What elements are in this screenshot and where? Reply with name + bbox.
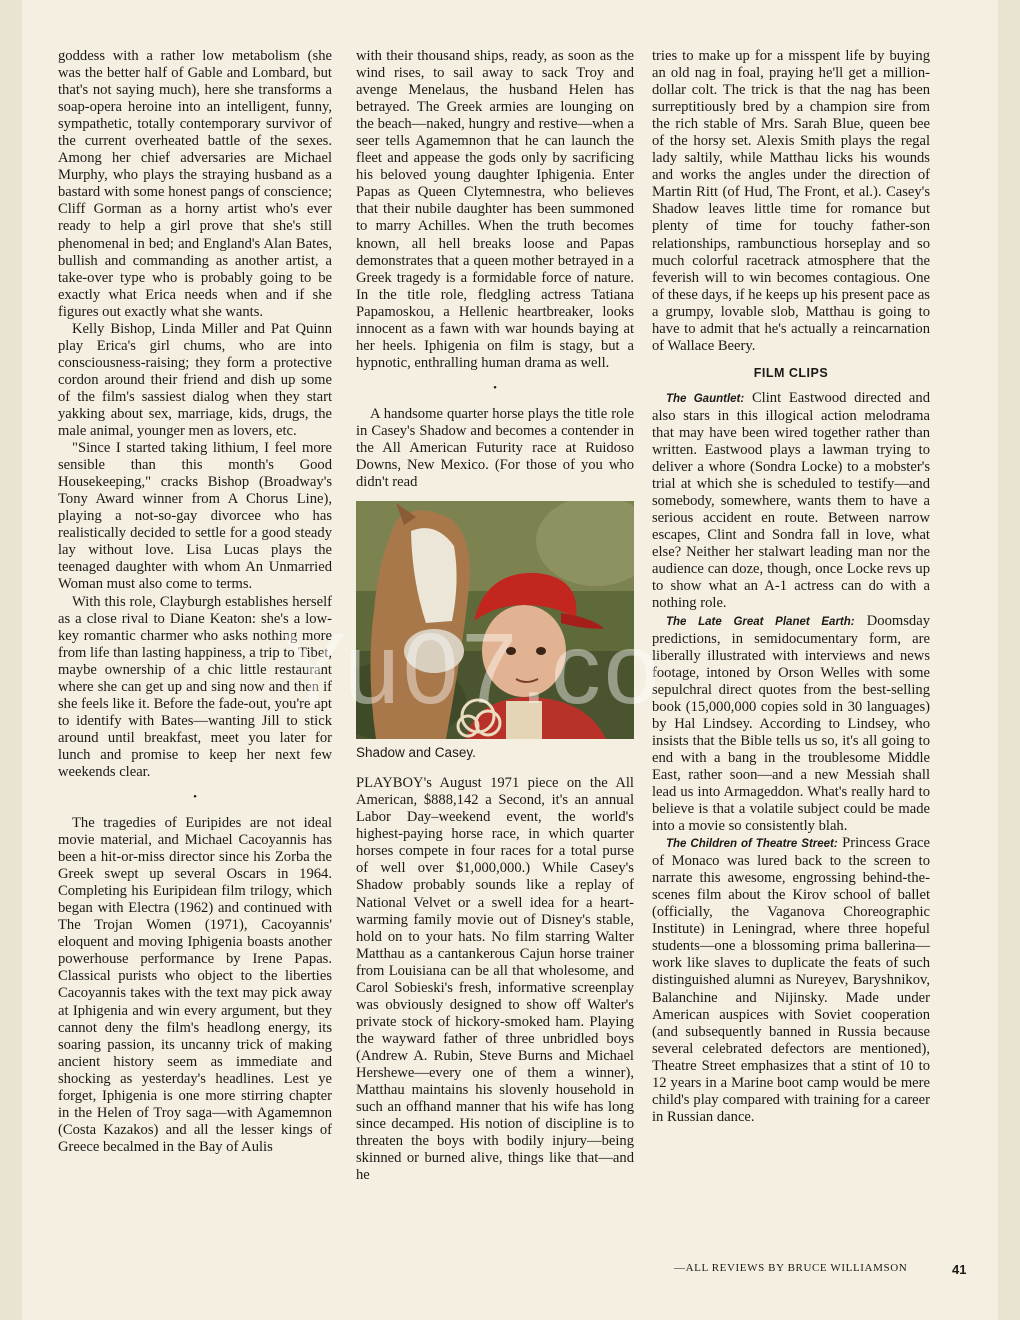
paragraph: PLAYBOY's August 1971 piece on the All American, $888,142 a Second, it's an annual Labor Day–weekend event, the world's highest-paying horse race, in which quarter horses compete in four races for a total purse of well over $1,000,000.) While Casey's Shadow probably sounds like a replay of National Velvet or a swell idea for a heart-warming family movie out of Disney's stable, hold on to your hats. No film starring Walter Matthau as a cantankerous Cajun horse trainer from Louisiana can be all that wholesome, and Carol Sobieski's fresh, informative screenplay was obviously designed to show off Walter's private stock of hickory-smoked ham. Playing the wayward father of three unbridled boys (Andrew A. Rubin, Steve Burns and Michael Hershewe—every one of them a winner), Matthau maintains his slovenly household in such an offhand manner that his wife has long since decamped. His notion of discipline is to threaten the boys with bodily injury—being skinned or burned alive, things like that—and he [356,775,634,1184]
review-credit: —ALL REVIEWS BY BRUCE WILLIAMSON [674,1262,908,1274]
film-clip-entry [652,835,930,1126]
clip-text: Princess Grace of Monaco was lured back to the screen to narrate this awesome, engrossing behind-the-scenes film about the Kirov school of ballet (officially, the Vaganova Choreographic Institute) in Leningrad, where three hopeful students—one a blossoming prima ballerina—work like slaves to duplicate the feats of such distinguished alumni as Nureyev, Baryshnikov, Balanchine and Nijinsky. Made under American auspices with Soviet cooperation (and subsequently banned in Russia because several celebrated defectors are mentioned), Theatre Street emphasizes that a stint of 10 to 12 years in a Marine boot camp would be mere child's play compared with training for a career in Russian dance. [652,835,931,1125]
paragraph: "Since I started taking lithium, I feel more sensible than this month's Good Housekeeping," cracks Bishop (Broadway's Tony Award winner from A Chorus Line), playing a not-so-gay divorcee who has realistically decided to settle for a good steady lay without love. Lisa Lucas plays the teenaged daughter with whom An Unmarried Woman must also come to terms. [58,440,332,593]
boy-with-horse-image [356,501,634,739]
section-bullet: • [493,381,497,394]
column-3 [652,48,930,1126]
paragraph: goddess with a rather low metabolism (she was the better half of Gable and Lombard, but that's not saying much), here she transforms a soap-opera heroine into an intelligent, funny, sympathetic, totally contemporary survivor of the current overheated battle of the sexes. Among her chief adversaries are Michael Murphy, who plays the straying husband as a bastard with some honest pangs of conscience; Cliff Gorman as a horny artist who's ever ready to help a girl prove that she's still phenomenal in bed; and England's Alan Bates, bullish and commanding as another artist, a take-over type who is probably going to be exactly what Erica needs when and if she figures out exactly what she wants. [58,48,332,320]
section-heading: FILM CLIPS [753,365,829,380]
paragraph: With this role, Clayburgh establishes herself as a close rival to Diane Keaton: she's a low-key romantic charmer who asks nothing more from life than lasting happiness, a trip to Tibet, maybe ownership of a chic little restaurant where she can get up and sing now and then if she feels like it. Before the fade-out, you're apt to identify with Bates—wanting Jill to stick around until breakfast, meet you later for lunch and promise to keep her next few weekends clear. [58,593,333,780]
clip-title: The Gauntlet: [666,392,745,405]
photo-caption: Shadow and Casey. [356,745,476,761]
clip-text: Clint Eastwood directed and also stars in this illogical action melodrama that may have been wired together rather than written. Eastwood plays a lawman trying to deliver a whore (Sondra Locke) to a mobster's trial at which she is scheduled to testify—and somebody, somewhere, wants them to have a serious accident en route. Between narrow escapes, Clint and Sondra fall in love, what else? Neither her stalwart leading man nor the audience can doze, though, once Locke revs up to show what an A-1 actress can do with a nothing role. [652,389,930,612]
column-2 [356,48,634,1184]
paragraph: The tragedies of Euripides are not ideal movie material, and Michael Cacoyannis has been a hit-or-miss director since his Zorba the Greek swept up several Oscars in 1964. Completing his Euripidean film trilogy, which began with Electra (1962) and continued with The Trojan Women (1971), Cacoyannis' eloquent and moving Iphigenia boasts another powerhouse performance by Irene Papas. Classical purists who object to the liberties Cacoyannis takes with the text may pick away at Iphigenia and win every argument, but they cannot deny the film's headlong energy, its soaring passion, its uncanny trick of making ancient history seem as immediate and shocking as yesterday's headlines. Lest ye forget, Iphigenia is one more stirring chapter in the Helen of Troy saga—with Agamemnon (Costa Kazakos) and all the lesser kings of Greece becalmed in the Bay of Aulis [58,815,332,1155]
magazine-page [22,0,998,1320]
column-1 [58,48,332,1156]
watermark: Yu07.co [280,613,663,725]
paragraph: tries to make up for a misspent life by buying an old nag in foal, praying he'll get a million-dollar colt. The trick is that the nag has been surreptitiously bred by a champion sire from the rich stable of Mrs. Sarah Blue, queen bee of the horsy set. Alexis Smith plays the regal lady saltily, while Matthau licks his wounds and works the angles under the direction of Martin Ritt (of Hud, The Front, et al.). Casey's Shadow leaves little time for romance but plenty of time for touchy father-son relationships, rambunctious horseplay and so much colorful racetrack atmosphere that the feverish will to win becomes contagious. One of these days, if he keeps up his present pace as a grumpy, lovable slob, Matthau is going to have to admit that he's actually a reincarnation of Wallace Beery. [652,48,930,354]
paragraph: Kelly Bishop, Linda Miller and Pat Quinn play Erica's girl chums, who are into consciousness-raising; they form a protective cordon around their friend and dish up some of the film's sassiest dialog when they start yakking about sex, marriage, kids, drugs, the male animal, younger men as lovers, etc. [58,320,332,440]
page-number: 41 [952,1262,967,1277]
paragraph: A handsome quarter horse plays the title role in Casey's Shadow and becomes a contender in the All American Futurity race at Ruidoso Downs, New Mexico. (For those of you who didn't read [356,405,634,491]
section-bullet: • [193,791,197,804]
movie-still-photo [356,501,634,739]
clip-title: The Late Great Planet Earth: [666,615,855,628]
film-clip-entry [652,390,930,613]
paragraph: with their thousand ships, ready, as soon as the wind rises, to sail away to sack Troy and avenge Menelaus, the husband Helen has betrayed. The Greek armies are lounging on the beach—naked, hungry and restive—when a seer tells Agamemnon that he can launch the fleet and appease the gods only by sacrificing his beloved young daughter Iphigenia. Enter Papas as Queen Clytemnestra, who believes that their nubile daughter has been summoned to marry Achilles. When the truth becomes known, all hell breaks loose and Papas demonstrates that a queen mother betrayed in a Greek tragedy is a formidable force of nature. In the title role, fledgling actress Tatiana Papamoskou, a Hellenic heartbreaker, looks innocent as a fawn with war hounds baying at her heels. Iphigenia on film is stagy, but a hypnotic, enthralling human drama as well. [356,48,634,371]
clip-title: The Children of Theatre Street: [666,838,838,851]
film-clip-entry [652,613,930,836]
clip-text: Doomsday predictions, in semidocumentary form, are liberally illustrated with interviews and news footage, intoned by Orson Welles with some sepulchral direct quotes from the best-selling book (15,000,000 copies sold in 30 languages) by Hal Lindsey. According to Lindsey, who insists that the Bible tells us so, it's all going to end with a bang in the troublesome Middle East, rather soon—and a new Messiah shall lead us into Armageddon. What's really hard to believe is that a volatile subject could be made into a movie so consistently blah. [652,612,930,835]
